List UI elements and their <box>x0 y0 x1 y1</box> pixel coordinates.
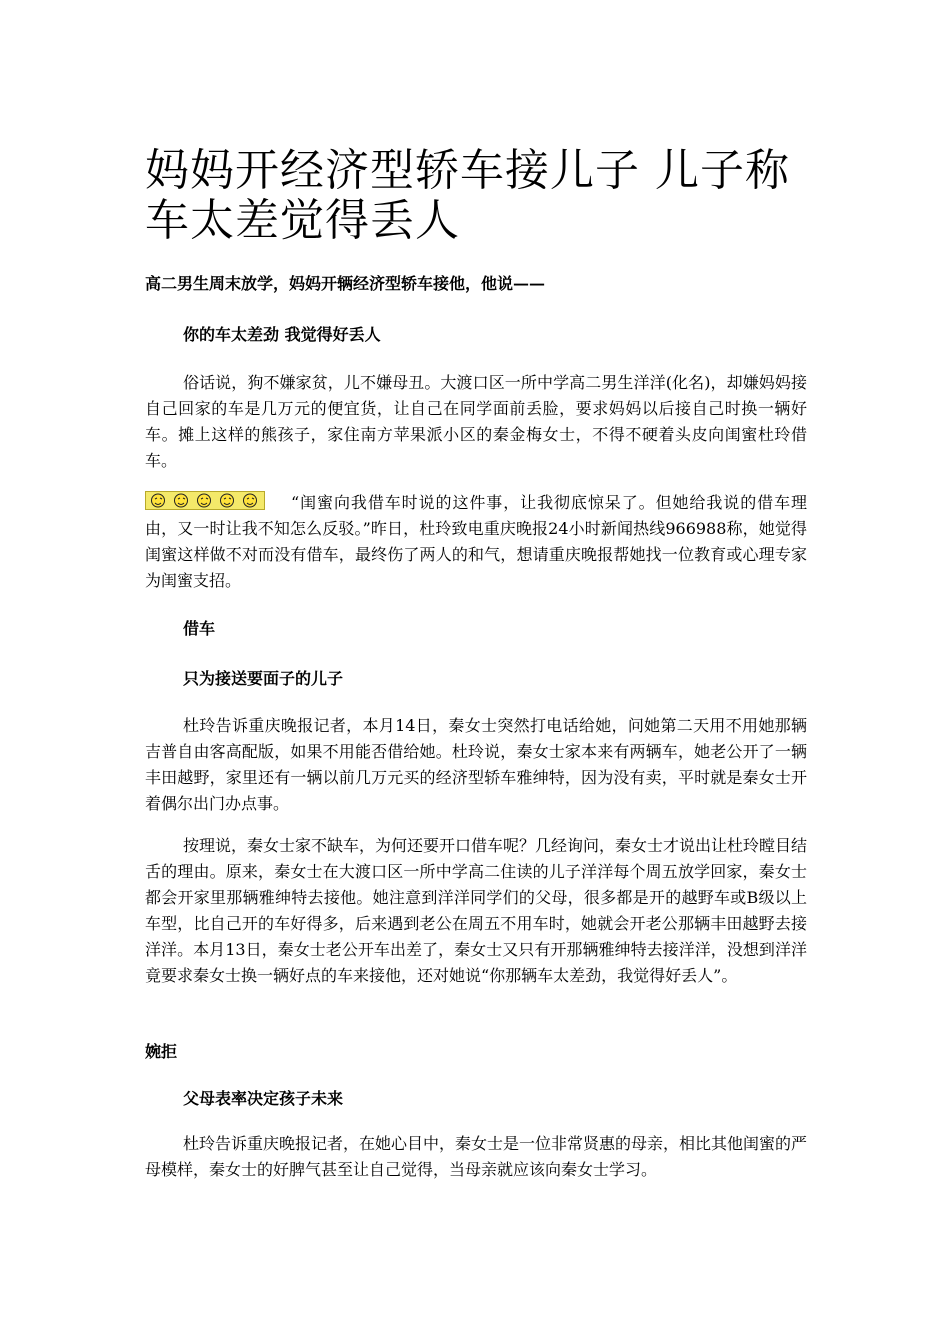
section2-subtitle: 父母表率决定孩子未来 <box>183 1089 344 1108</box>
section1-subtitle: 只为接送要面子的儿子 <box>183 669 344 688</box>
article-lead: 高二男生周末放学，妈妈开辆经济型轿车接他，他说—— <box>145 274 546 293</box>
section2-title: 婉拒 <box>145 1042 178 1061</box>
emoticon-strip-icon <box>145 491 265 510</box>
paragraph-2: “闺蜜向我借车时说的这件事，让我彻底惊呆了。但她给我说的借车理由，又一时让我不知怎么反驳。”昨日，杜玲致电重庆晚报24小时新闻热线966988称，她觉得闺蜜这样做不对而没有借车，最终伤了两人的和气，想请重庆晚报帮她找一位教育或心理专家为闺蜜支招。 <box>145 493 807 590</box>
paragraph-4: 按理说，秦女士家不缺车，为何还要开口借车呢？几经询问，秦女士才说出让杜玲瞠目结舌的理由。原来，秦女士在大渡口区一所中学高二住读的儿子洋洋每个周五放学回家，秦女士都会开家里那辆雅绅特去接他。她注意到洋洋同学们的父母，很多都是开的越野车或B级以上车型，比自己开的车好得多，后来遇到老公在周五不用车时，她就会开老公那辆丰田越野去接洋洋。本月13日，秦女士老公开车出差了，秦女士又只有开那辆雅绅特去接洋洋，没想到洋洋竟要求秦女士换一辆好点的车来接他，还对她说“你那辆车太差劲，我觉得好丢人”。 <box>145 836 808 985</box>
paragraph-1: 俗话说，狗不嫌家贫，儿不嫌母丑。大渡口区一所中学高二男生洋洋(化名)，却嫌妈妈接自己回家的车是几万元的便宜货，让自己在同学面前丢脸，要求妈妈以后接自己时换一辆好车。摊上这样的熊孩子，家住南方苹果派小区的秦金梅女士，不得不硬着头皮向闺蜜杜玲借车。 <box>145 373 807 470</box>
paragraph-2-block <box>145 490 807 594</box>
paragraph-3: 杜玲告诉重庆晚报记者，本月14日，秦女士突然打电话给她，问她第二天用不用她那辆吉普自由客高配版，如果不用能否借给她。杜玲说，秦女士家本来有两辆车，她老公开了一辆丰田越野，家里还有一辆以前几万元买的经济型轿车雅绅特，因为没有卖，平时就是秦女士开着偶尔出门办点事。 <box>145 716 807 813</box>
paragraph-5: 杜玲告诉重庆晚报记者，在她心目中，秦女士是一位非常贤惠的母亲，相比其他闺蜜的严母模样，秦女士的好脾气甚至让自己觉得，当母亲就应该向秦女士学习。 <box>145 1134 808 1179</box>
section1-title: 借车 <box>183 619 216 638</box>
quote-headline: 你的车太差劲 我觉得好丢人 <box>183 325 381 344</box>
article-title: 妈妈开经济型轿车接儿子 儿子称车太差觉得丢人 <box>145 145 790 246</box>
